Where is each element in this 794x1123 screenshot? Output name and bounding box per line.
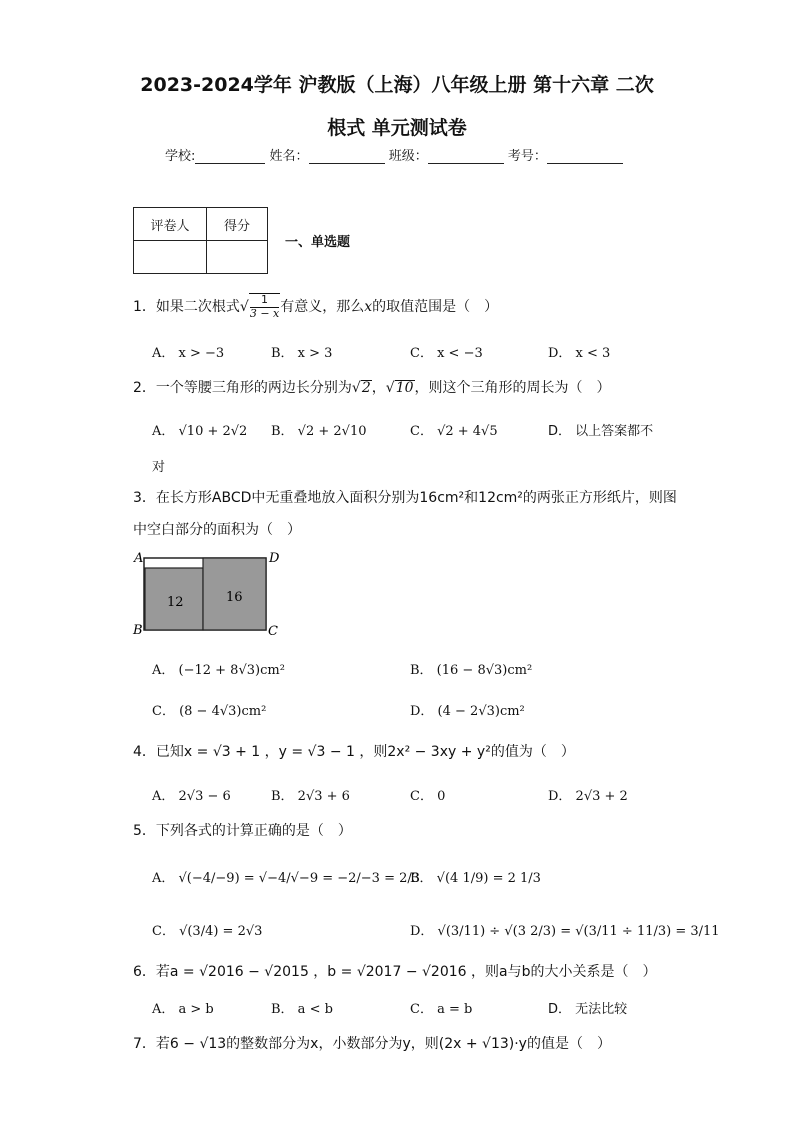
score-header: 得分 [207, 208, 268, 241]
question-1: 1．如果二次根式√ $\frac{1}{3 - x}$ 有意义，那么x的取值范围是（ ） [133, 293, 499, 320]
name-field[interactable] [309, 149, 385, 164]
q1-option-a[interactable]: A． x > −3 [152, 346, 225, 361]
q1-option-c[interactable]: C． x < −3 [410, 346, 483, 361]
q6-option-b[interactable]: B． a < b [271, 1002, 333, 1017]
q4-option-c[interactable]: C． 0 [410, 789, 446, 804]
q1-prefix: 1．如果二次根式 [133, 299, 240, 316]
q1-var: x [364, 299, 373, 316]
q2-root1: 2 [361, 380, 371, 396]
q2-prefix: 2．一个等腰三角形的两边长分别为 [133, 380, 352, 396]
question-2: 2．一个等腰三角形的两边长分别为√2，√10，则这个三角形的周长为（ ） [133, 380, 611, 396]
q1-option-d[interactable]: D． x < 3 [548, 346, 611, 361]
label-c: C [268, 624, 278, 639]
big-square-area: 16 [226, 590, 243, 605]
school-label: 学校: [165, 149, 196, 164]
q5-option-c[interactable]: C． √(3/4) = 2√3 [152, 924, 263, 939]
q5-option-d[interactable]: D． √(3/11) ÷ √(3 2/3) = √(3/11 ÷ 11/3) = 3/11 [410, 924, 720, 939]
q1-middle: 有意义，那么 [280, 299, 365, 316]
q4-option-d[interactable]: D． 2√3 + 2 [548, 789, 628, 804]
q2-option-b[interactable]: B． √2 + 2√10 [271, 424, 367, 439]
q2-option-c[interactable]: C． √2 + 4√5 [410, 424, 498, 439]
q1-frac-num: 1 [250, 294, 279, 308]
grader-header: 评卷人 [134, 208, 207, 241]
page-title-line1: 2023-2024学年 沪教版（上海）八年级上册 第十六章 二次 [140, 74, 654, 96]
question-5: 5．下列各式的计算正确的是（ ） [133, 823, 352, 839]
section-heading: 一、单选题 [285, 235, 351, 250]
q2-option-d-cont: 对 [152, 460, 166, 475]
q2-suffix: ，则这个三角形的周长为（ ） [414, 380, 611, 396]
q5-option-a[interactable]: A． √(−4/−9) = √−4/√−9 = −2/−3 = 2/3 [152, 871, 421, 886]
student-info-line [165, 145, 623, 164]
q5-option-b[interactable]: B． √(4 1/9) = 2 1/3 [410, 871, 541, 886]
q2-sep: ， [371, 380, 386, 396]
q1-suffix: 的取值范围是（ ） [372, 299, 499, 316]
q2-option-d[interactable]: D． 以上答案都不 [548, 424, 654, 439]
q1-radical [249, 293, 280, 320]
label-b: B [133, 623, 143, 638]
q3-option-c[interactable]: C． (8 − 4√3)cm² [152, 704, 267, 719]
question-7: 7．若6 − √13的整数部分为x，小数部分为y，则(2x + √13)·y的值是（ ） [133, 1036, 611, 1052]
name-label: 姓名： [269, 149, 309, 164]
class-label: 班级： [388, 149, 428, 164]
label-a: A [134, 551, 144, 566]
q3-option-d[interactable]: D． (4 − 2√3)cm² [410, 704, 525, 719]
number-field[interactable] [547, 149, 623, 164]
score-cell[interactable] [207, 241, 268, 274]
school-field[interactable] [195, 149, 265, 164]
question-3-line1: 3．在长方形ABCD中无重叠地放入面积分别为16cm²和12cm²的两张正方形纸片，则图 [133, 490, 677, 506]
rectangle-figure [130, 548, 290, 640]
q3-option-b[interactable]: B． (16 − 8√3)cm² [410, 663, 533, 678]
score-table [133, 207, 268, 274]
q1-frac-den: 3 − x [249, 306, 280, 320]
q6-option-d[interactable]: D． 无法比较 [548, 1002, 628, 1017]
q2-option-a[interactable]: A． √10 + 2√2 [152, 424, 248, 439]
grader-cell[interactable] [134, 241, 207, 274]
small-square-area: 12 [167, 595, 184, 610]
q6-option-c[interactable]: C． a = b [410, 1002, 473, 1017]
q2-root2: 10 [395, 380, 414, 396]
question-3-line2: 中空白部分的面积为（ ） [133, 522, 301, 538]
page-title-line2: 根式 单元测试卷 [327, 117, 467, 139]
q4-option-b[interactable]: B． 2√3 + 6 [271, 789, 350, 804]
class-field[interactable] [428, 149, 504, 164]
number-label: 考号： [507, 149, 547, 164]
q1-option-b[interactable]: B． x > 3 [271, 346, 333, 361]
q3-option-a[interactable]: A． (−12 + 8√3)cm² [152, 663, 285, 678]
label-d: D [269, 551, 280, 566]
question-6: 6．若a = √2016 − √2015 ，b = √2017 − √2016 ，则a与b的大小关系是（ ） [133, 964, 657, 980]
q6-option-a[interactable]: A． a > b [152, 1002, 214, 1017]
question-4: 4．已知x = √3 + 1 ，y = √3 − 1 ，则2x² − 3xy + y²的值为（ ） [133, 744, 575, 760]
q4-option-a[interactable]: A． 2√3 − 6 [152, 789, 231, 804]
